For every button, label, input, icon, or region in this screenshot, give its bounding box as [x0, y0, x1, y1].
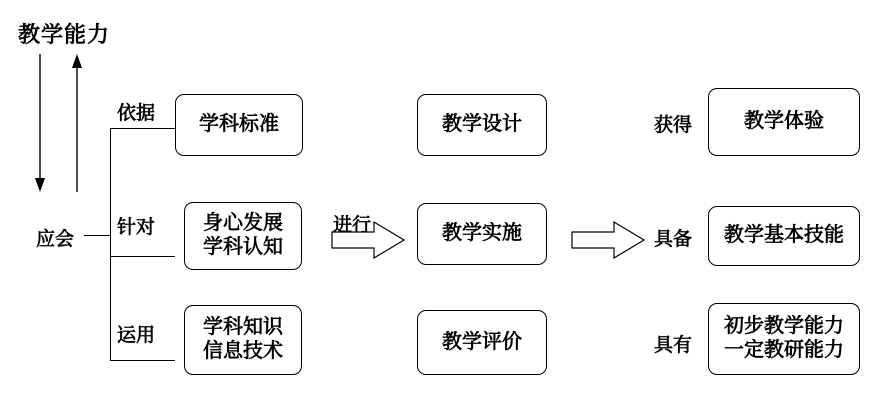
node-line: 教学基本技能 — [724, 224, 844, 247]
vertical-arrows-icon — [20, 52, 100, 202]
node-line: 教学设计 — [442, 113, 522, 136]
node-teaching-evaluation[interactable] — [417, 310, 547, 375]
node-basic-teaching-skills-label — [724, 224, 844, 248]
node-teaching-experience[interactable] — [708, 88, 860, 156]
connector-label-apply: 运用 — [117, 325, 156, 346]
node-line: 教学实施 — [442, 222, 522, 245]
trunk-stub-line — [84, 235, 110, 236]
node-knowledge-technology[interactable] — [184, 305, 302, 375]
connector-label-target: 针对 — [117, 217, 156, 238]
block-arrow-right-icon-1 — [330, 218, 408, 262]
node-line: 信息技术 — [203, 340, 283, 362]
branch-line-middle — [110, 256, 175, 257]
node-subject-standard-label — [199, 113, 279, 137]
node-line: 学科认知 — [203, 236, 283, 258]
node-knowledge-technology-label — [203, 316, 283, 363]
node-development-cognition[interactable] — [184, 202, 302, 270]
node-line: 一定教研能力 — [724, 339, 844, 361]
node-teaching-design[interactable] — [417, 94, 547, 156]
node-line: 教学体验 — [744, 110, 824, 133]
node-development-cognition-label — [203, 212, 283, 259]
node-line: 学科标准 — [199, 113, 279, 136]
node-line: 学科知识 — [203, 316, 283, 339]
node-preliminary-abilities-label — [724, 315, 844, 362]
connector-label-obtain: 获得 — [654, 115, 693, 136]
trunk-spine-line — [110, 128, 111, 360]
node-line: 教学评价 — [442, 330, 522, 353]
connector-label-possess: 具备 — [654, 229, 693, 250]
connector-label-basis: 依据 — [117, 103, 156, 124]
node-subject-standard[interactable] — [175, 94, 303, 156]
node-teaching-experience-label — [744, 110, 824, 134]
node-teaching-evaluation-label — [442, 331, 522, 355]
node-teaching-design-label — [442, 113, 522, 137]
node-teaching-implementation[interactable] — [417, 203, 547, 265]
branch-line-top — [110, 128, 175, 129]
node-line: 身心发展 — [203, 212, 283, 235]
connector-label-proceed: 进行 — [333, 215, 372, 236]
root-label: 应会 — [36, 229, 75, 250]
diagram-title: 教学能力 — [18, 22, 111, 47]
node-basic-teaching-skills[interactable] — [708, 206, 860, 266]
connector-label-have: 具有 — [654, 335, 693, 356]
block-arrow-right-icon-2 — [570, 218, 648, 262]
branch-line-bottom — [110, 360, 175, 361]
node-preliminary-abilities[interactable] — [708, 303, 860, 375]
node-line: 初步教学能力 — [724, 315, 844, 338]
node-teaching-implementation-label — [442, 222, 522, 246]
